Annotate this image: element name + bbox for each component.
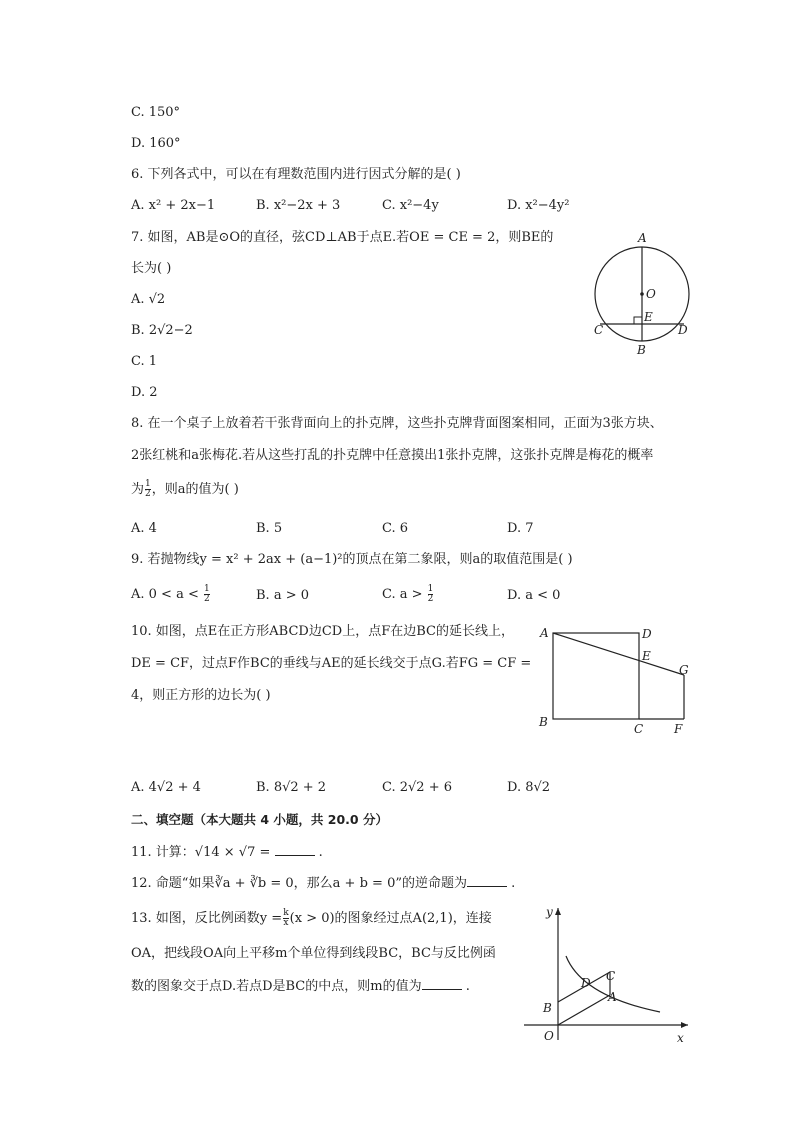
square-abcd [553,633,639,719]
label-x: x [677,1031,684,1045]
q6-stem: 6. 下列各式中，可以在有理数范围内进行因式分解的是( ) [131,167,461,182]
label-c: C [594,323,604,337]
q10-option-b: B. 8√2 + 2 [256,780,327,795]
q6-option-d: D. x²−4y² [507,198,570,213]
q13-graph-figure [520,900,695,1050]
label-d: D [581,976,591,990]
q9-option-c: C. a > $\frac{1}{2}$ [382,584,434,604]
q8-option-d: D. 7 [507,521,534,536]
q10-stem-line3: 4，则正方形的边长为( ) [131,688,271,703]
label-o: O [646,287,656,301]
line-ag [553,633,684,675]
q10-stem-line2: DE = CF，过点F作BC的垂线与AE的延长线交于点G.若FG = CF = [131,656,532,671]
q9-option-d: D. a < 0 [507,588,561,603]
q8-stem-post: ，则a的值为( ) [151,482,239,497]
label-e: E [642,649,651,663]
q8-option-c: C. 6 [382,521,409,536]
q8-stem-pre: 为 [131,482,145,497]
q10-option-a: A. 4√2 + 4 [131,780,201,795]
q5-option-d: D. 160° [131,136,181,151]
segment-oa [558,995,610,1025]
q7-option-d: D. 2 [131,385,158,400]
center-point [640,292,644,296]
q9-option-b: B. a > 0 [256,588,309,603]
q8-option-a: A. 4 [131,521,157,536]
q13-answer-blank[interactable] [422,977,462,990]
q5-option-c: C. 150° [131,105,181,120]
q13-stem-line1: 13. 如图，反比例函数y = $\frac{k}{x}$ (x > 0)的图象经过点A(2,1)，连接 [131,908,492,928]
q11-answer-blank[interactable] [275,843,315,856]
label-o: O [544,1029,554,1043]
q12-stem: 12. 命题“如果∛a + ∛b = 0，那么a + b = 0”的逆命题为 [131,876,467,891]
q13-stem-line2: OA，把线段OA向上平移m个单位得到线段BC，BC与反比例函 [131,946,496,961]
right-angle-mark [634,317,642,324]
label-y: y [546,905,553,919]
label-b: B [543,1001,552,1015]
label-g: G [679,663,689,677]
q13-stem-line3: 数的图象交于点D.若点D是BC的中点，则m的值为 . [131,979,470,994]
q11-stem: 11. 计算：√14 × √7 = [131,845,271,860]
q12-answer-blank[interactable] [467,874,507,887]
q7-option-a: A. √2 [131,292,166,307]
q8-stem-line1: 8. 在一个桌子上放着若干张背面向上的扑克牌，这些扑克牌背面图案相同，正面为3张方块、 [131,416,663,431]
q10-stem-line1: 10. 如图，点E在正方形ABCD边CD上，点F在边BC的延长线上， [131,624,514,639]
label-c: C [634,722,644,736]
q8-stem-line2: 2张红桃和a张梅花.若从这些打乱的扑克牌中任意摸出1张扑克牌，这张扑克牌是梅花的概率 [131,448,654,463]
label-c: C [606,969,616,983]
label-a: A [540,626,549,640]
label-d: D [642,627,652,641]
q8-fraction: $\frac{1}{2}$ [145,479,151,499]
q11: 11. 计算：√14 × √7 = . [131,845,323,860]
q9-stem: 9. 若抛物线y = x² + 2ax + (a−1)²的顶点在第二象限，则a的取值范围是( ) [131,552,573,567]
q8-option-b: B. 5 [256,521,283,536]
q6-option-b: B. x²−2x + 3 [256,198,341,213]
label-f: F [674,722,683,736]
q8-stem-line3 [131,480,239,499]
q10-option-d: D. 8√2 [507,780,551,795]
q10-option-c: C. 2√2 + 6 [382,780,453,795]
q9-option-a: A. 0 < a < $\frac{1}{2}$ [131,584,210,604]
label-e: E [644,310,653,324]
q6-option-c: C. x²−4y [382,198,439,213]
q12: 12. 命题“如果∛a + ∛b = 0，那么a + b = 0”的逆命题为 . [131,876,516,891]
q7-stem-line1: 7. 如图，AB是⊙O的直径，弦CD⊥AB于点E.若OE = CE = 2，则BE的 [131,230,554,245]
q10-square-figure [536,622,696,742]
label-b: B [637,343,646,357]
q6-option-a: A. x² + 2x−1 [131,198,216,213]
q7-circle-figure [590,230,700,360]
q7-option-b: B. 2√2−2 [131,323,193,338]
label-d: D [678,323,688,337]
q7-option-c: C. 1 [131,354,158,369]
label-a: A [608,990,617,1004]
section-heading-fill-in: 二、填空题（本大题共 4 小题，共 20.0 分） [131,812,388,827]
q7-stem-line2: 长为( ) [131,261,172,276]
label-b: B [539,715,548,729]
q13-fraction: $\frac{k}{x}$ [283,908,289,928]
label-a: A [638,231,647,245]
